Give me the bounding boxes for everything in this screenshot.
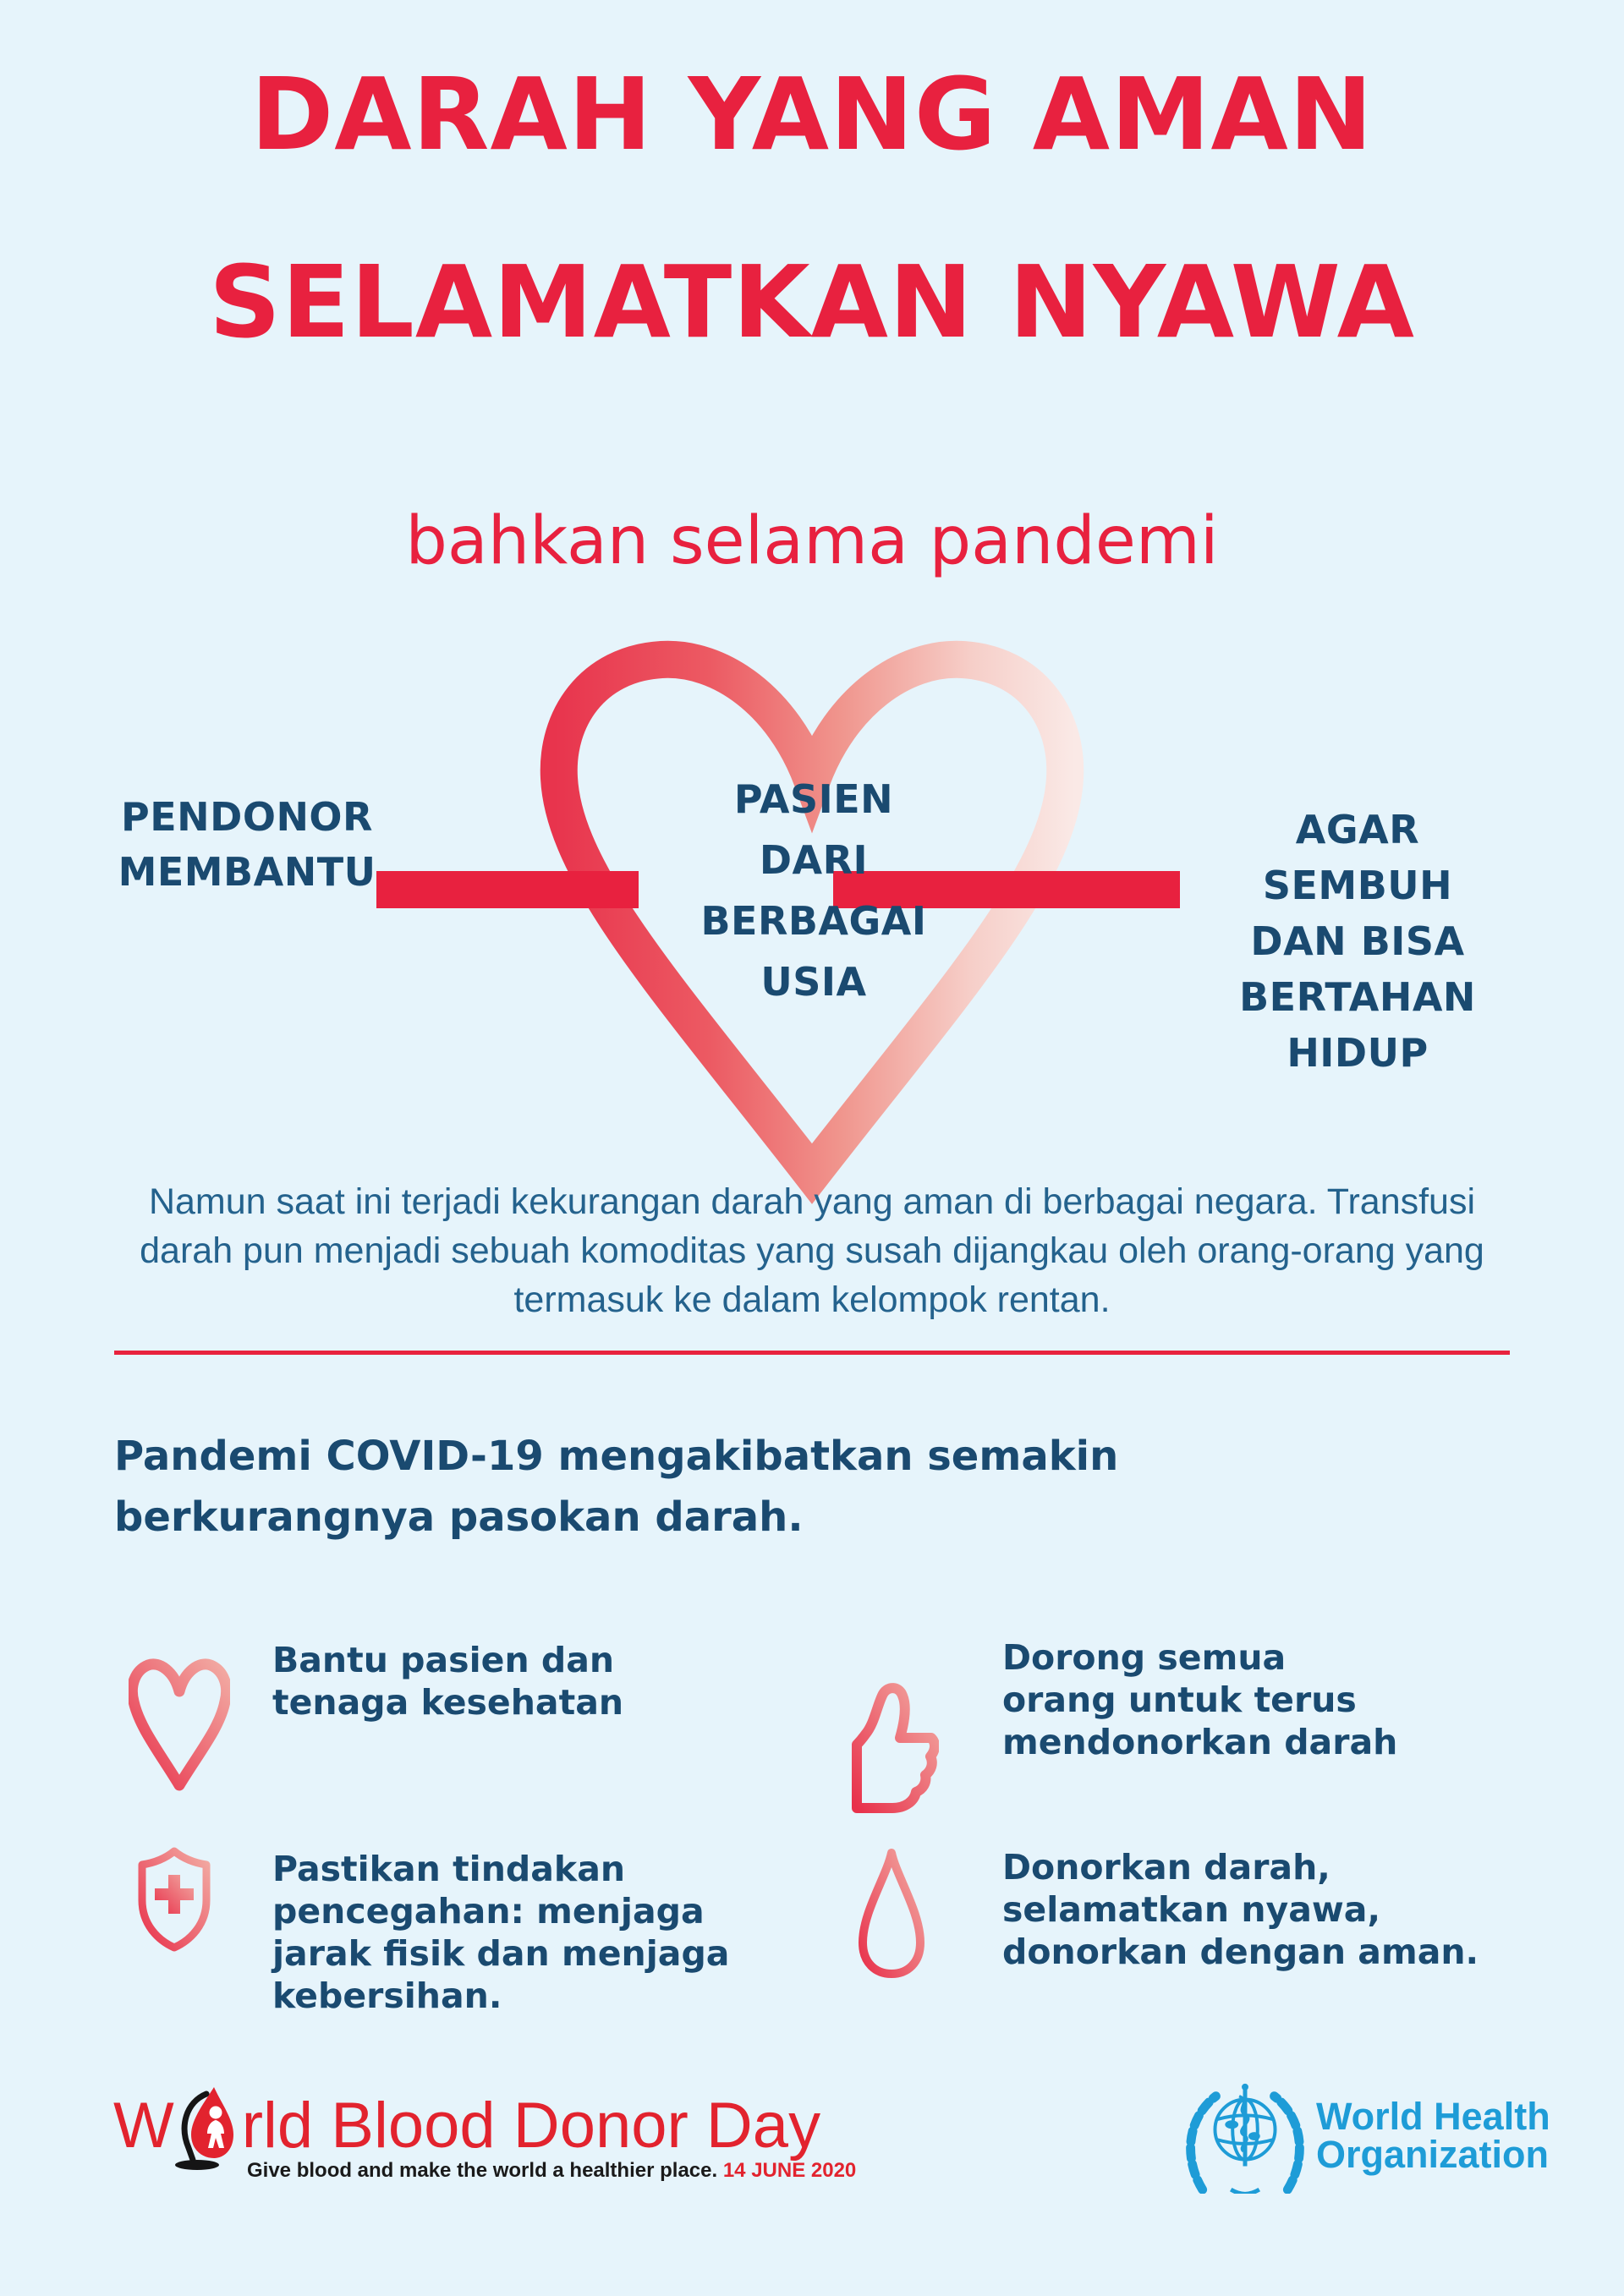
item-line: kebersihan. bbox=[272, 1975, 502, 2016]
blood-drop-icon bbox=[854, 1848, 929, 1979]
item-line: selamatkan nyawa, bbox=[1002, 1889, 1381, 1930]
who-name-line: Organization bbox=[1316, 2133, 1550, 2176]
who-logo bbox=[1182, 2082, 1550, 2194]
who-emblem-icon bbox=[1182, 2082, 1308, 2194]
item-text-pastikan-tindakan bbox=[272, 1848, 729, 2017]
label-line: PASIEN bbox=[733, 776, 894, 822]
who-name bbox=[1316, 2097, 1550, 2194]
item-line: orang untuk terus bbox=[1002, 1680, 1357, 1720]
label-pendonor-membantu bbox=[78, 790, 416, 900]
item-line: Donorkan darah, bbox=[1002, 1847, 1330, 1888]
label-line: PENDONOR bbox=[121, 794, 373, 840]
item-text-bantu-pasien bbox=[272, 1639, 623, 1723]
covid-heading-line: Pandemi COVID-19 mengakibatkan semakin bbox=[114, 1433, 1119, 1480]
label-pasien-usia bbox=[645, 769, 983, 1012]
label-line: MEMBANTU bbox=[118, 849, 376, 895]
covid-heading-line: berkurangnya pasokan darah. bbox=[114, 1493, 804, 1541]
wbdd-brand-prefix: W bbox=[113, 2090, 174, 2162]
item-line: Dorong semua bbox=[1002, 1637, 1287, 1678]
label-line: SEMBUH bbox=[1262, 863, 1453, 908]
heart-outline-icon bbox=[129, 1654, 230, 1795]
item-line: donorkan dengan aman. bbox=[1002, 1932, 1479, 1972]
item-line: jarak fisik dan menjaga bbox=[272, 1933, 730, 1974]
label-line: BERTAHAN bbox=[1239, 974, 1476, 1020]
wbdd-date: 14 JUNE 2020 bbox=[722, 2159, 857, 2182]
item-line: mendonorkan darah bbox=[1002, 1722, 1398, 1762]
thumbs-up-icon bbox=[844, 1658, 939, 1818]
blood-drop-globe-icon bbox=[174, 2085, 240, 2175]
item-text-dorong-semua bbox=[1002, 1636, 1397, 1763]
label-line: USIA bbox=[760, 959, 867, 1005]
wbdd-brand-suffix: rld Blood Donor Day bbox=[241, 2090, 821, 2162]
who-name-line: World Health bbox=[1316, 2095, 1550, 2138]
label-line: DARI bbox=[759, 837, 869, 883]
label-line: BERBAGAI bbox=[700, 898, 927, 944]
divider-line bbox=[114, 1351, 1510, 1355]
shortage-paragraph: Namun saat ini terjadi kekurangan darah yang aman di berbagai negara. Transfusi darah pun menjadi sebuah komoditas yang susah dijangkau oleh orang-orang yang termasuk ke dalam kelompok rentan. bbox=[140, 1181, 1484, 1320]
item-line: Pastikan tindakan bbox=[272, 1849, 626, 1889]
item-line: Bantu pasien dan bbox=[272, 1640, 615, 1680]
label-line: AGAR bbox=[1295, 807, 1420, 852]
shield-cross-icon bbox=[133, 1846, 216, 1952]
item-line: pencegahan: menjaga bbox=[272, 1891, 705, 1932]
poster-subtitle: bahkan selama pandemi bbox=[405, 503, 1219, 579]
label-agar-sembuh bbox=[1197, 802, 1518, 1081]
label-line: HIDUP bbox=[1287, 1030, 1429, 1076]
wbdd-tagline-text: Give blood and make the world a healthier place. bbox=[247, 2159, 718, 2182]
item-line: tenaga kesehatan bbox=[272, 1682, 624, 1723]
wbdd-tagline bbox=[247, 2159, 856, 2183]
poster-title-line2: SELAMATKAN NYAWA bbox=[209, 244, 1415, 360]
covid-heading bbox=[114, 1426, 1118, 1548]
poster-title-line1: DARAH YANG AMAN bbox=[250, 56, 1374, 173]
item-text-donorkan-darah bbox=[1002, 1846, 1479, 1973]
label-line: DAN BISA bbox=[1250, 918, 1465, 964]
